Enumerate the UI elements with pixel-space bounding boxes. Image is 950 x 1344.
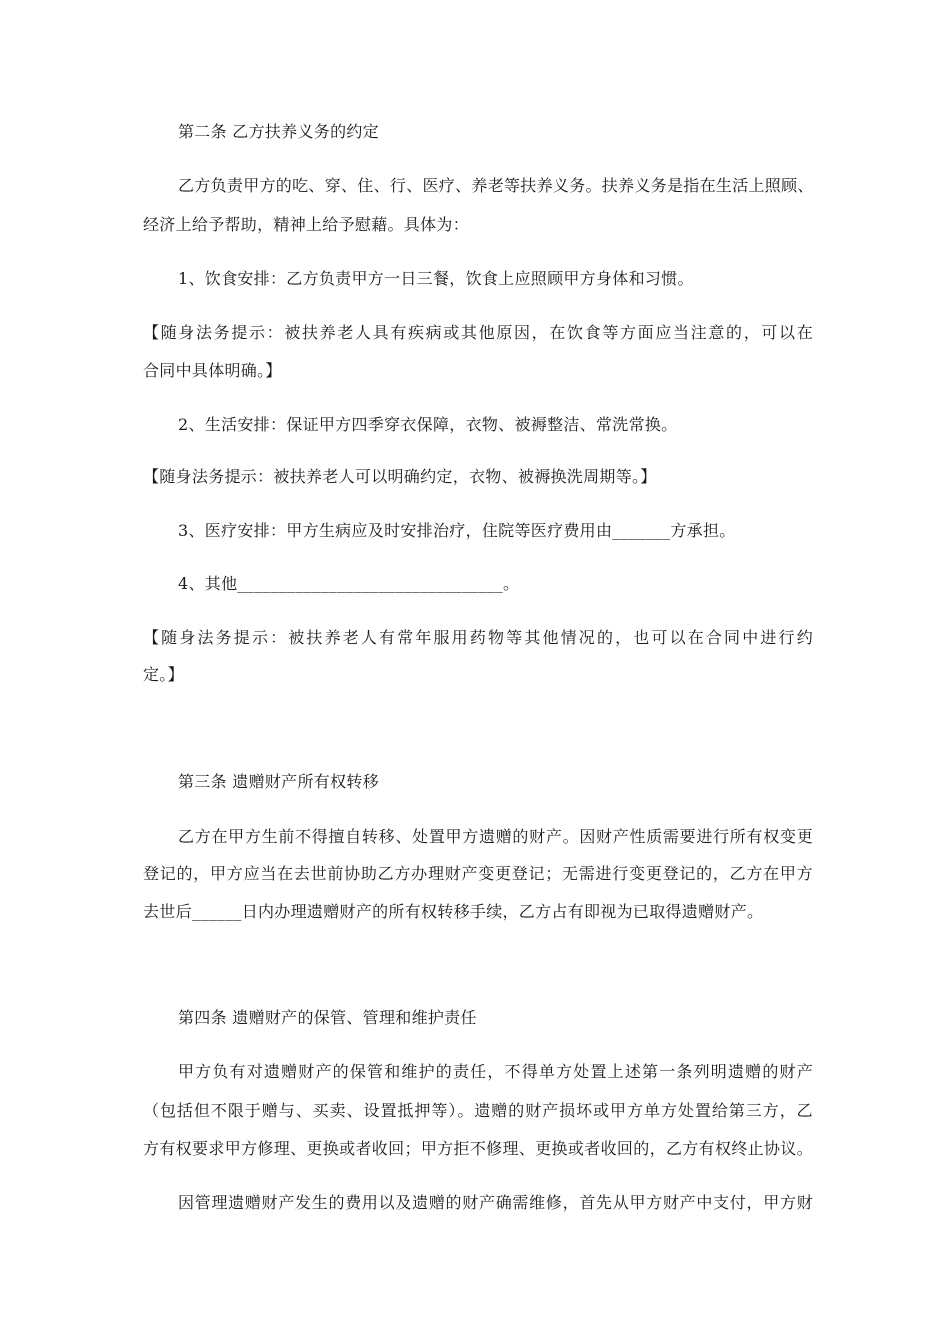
- article-2-intro-line-2: 经济上给予帮助，精神上给予慰藉。具体为：: [143, 215, 470, 234]
- article-2-title: 第二条 乙方扶养义务的约定: [178, 122, 379, 141]
- article-2-item-3: 3、医疗安排：甲方生病应及时安排治疗，住院等医疗费用由_______方承担。: [178, 521, 736, 540]
- article-2-item-1: 1、饮食安排：乙方负责甲方一日三餐，饮食上应照顾甲方身体和习惯。: [178, 269, 694, 288]
- article-2-tip-3-line-1: 【随身法务提示：被扶养老人有常年服用药物等其他情况的，也可以在合同中进行约: [143, 628, 813, 647]
- article-3-para-line-2: 登记的，甲方应当在去世前协助乙方办理财产变更登记；无需进行变更登记的，乙方在甲方: [143, 864, 813, 883]
- article-4-para-1-line-1: 甲方负有对遗赠财产的保管和维护的责任，不得单方处置上述第一条列明遗赠的财产: [178, 1062, 813, 1081]
- article-3-title: 第三条 遗赠财产所有权转移: [178, 772, 379, 791]
- article-4-title: 第四条 遗赠财产的保管、管理和维护责任: [178, 1008, 477, 1027]
- article-2-tip-1-line-2: 合同中具体明确。】: [143, 361, 282, 380]
- article-2-tip-1-line-1: 【随身法务提示：被扶养老人具有疾病或其他原因，在饮食等方面应当注意的，可以在: [143, 323, 813, 342]
- article-2-intro-line-1: 乙方负责甲方的吃、穿、住、行、医疗、养老等扶养义务。扶养义务是指在生活上照顾、: [178, 176, 814, 195]
- article-2-item-2: 2、生活安排：保证甲方四季穿衣保障，衣物、被褥整洁、常洗常换。: [178, 415, 678, 434]
- article-4-para-1-line-2: （包括但不限于赠与、买卖、设置抵押等）。遗赠的财产损坏或甲方单方处置给第三方，乙: [143, 1101, 813, 1120]
- article-2-tip-3-line-2: 定。】: [143, 665, 184, 684]
- article-4-para-1-line-3: 方有权要求甲方修理、更换或者收回；甲方拒不修理、更换或者收回的，乙方有权终止协议。: [143, 1139, 813, 1158]
- article-4-para-2-line-1: 因管理遗赠财产发生的费用以及遗赠的财产确需维修，首先从甲方财产中支付，甲方财: [178, 1193, 813, 1212]
- article-2-item-4: 4、其他________________________________。: [178, 574, 520, 593]
- article-3-para-line-1: 乙方在甲方生前不得擅自转移、处置甲方遗赠的财产。因财产性质需要进行所有权变更: [178, 827, 813, 846]
- article-2-tip-2: 【随身法务提示：被扶养老人可以明确约定，衣物、被褥换洗周期等。】: [143, 467, 657, 486]
- article-3-para-line-3: 去世后______日内办理遗赠财产的所有权转移手续，乙方占有即视为已取得遗赠财产。: [143, 902, 764, 921]
